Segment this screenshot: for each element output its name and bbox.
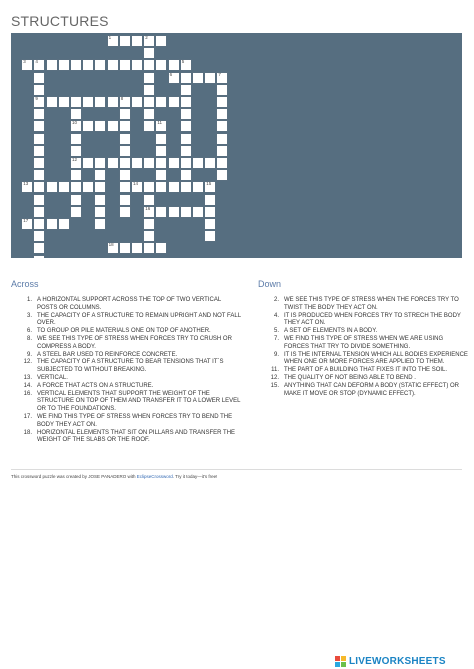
grid-cell[interactable] [192, 206, 204, 218]
clue-item [11, 297, 241, 313]
grid-cell[interactable] [94, 181, 106, 193]
clue-item [11, 359, 241, 375]
clue-item [258, 375, 468, 383]
grid-clue-number: 17 [23, 218, 29, 223]
grid-clue-number: 7 [218, 71, 221, 77]
grid-cell[interactable] [33, 72, 45, 84]
grid-cell[interactable] [180, 59, 192, 71]
grid-cell[interactable] [216, 145, 228, 157]
clue-item [11, 352, 241, 360]
clue-item [258, 383, 468, 399]
grid-clue-number: 16 [145, 205, 151, 211]
grid-cell[interactable] [21, 59, 33, 71]
grid-clue-number: 15 [206, 181, 212, 187]
grid-cell[interactable] [168, 72, 180, 84]
clue-text: ANYTHING THAT CAN DEFORM A BODY (STATIC EFFECT) OR MAKE IT MOVE OR STOP (DYNAMIC EFFECT). [284, 382, 460, 397]
grid-cell[interactable] [82, 157, 94, 169]
clue-text: WE SEE THIS TYPE OF STRESS WHEN FORCES TRY TO CRUSH OR COMPRESS A BODY. [37, 335, 232, 350]
clue-number: 12. [23, 359, 32, 366]
clue-text: TO GROUP OR PILE MATERIALS ONE ON TOP OF ANOTHER. [37, 328, 211, 335]
grid-cell[interactable] [204, 194, 216, 206]
grid-cell[interactable] [155, 133, 167, 145]
grid-cell[interactable] [46, 218, 58, 230]
clue-number: 18. [23, 429, 32, 436]
grid-cell[interactable] [119, 206, 131, 218]
clue-number: 17. [23, 413, 32, 420]
clue-item [258, 352, 468, 368]
grid-clue-number: 8 [120, 96, 124, 101]
grid-cell[interactable] [119, 242, 131, 254]
grid-cell[interactable] [58, 59, 70, 71]
grid-cell[interactable] [180, 120, 192, 132]
grid-cell[interactable] [94, 206, 106, 218]
clue-item [11, 383, 241, 391]
grid-cell[interactable] [33, 255, 45, 258]
grid-cell[interactable] [82, 96, 94, 108]
clue-number: 3. [26, 312, 32, 319]
clue-text: THE CAPACITY OF A STRUCTURE TO BEAR TENSIONS THAT IT´S SUBJECTED TO WITHOUT BREAKING. [37, 359, 224, 374]
clue-number: 9. [273, 351, 279, 358]
clue-text: VERTICAL ELEMENTS THAT SUPPORT THE WEIGHT OF THE STRUCTURE ON TOP OF THEM AND TRANSFER IT TO A LOWER LEVEL OR TO THE FOUNDATIONS. [37, 390, 241, 413]
grid-cell[interactable] [180, 133, 192, 145]
grid-cell[interactable] [143, 157, 155, 169]
clue-text: VERTICAL. [37, 374, 68, 381]
grid-cell[interactable] [107, 59, 119, 71]
liveworksheets-logo[interactable] [335, 656, 446, 667]
grid-cell[interactable] [33, 120, 45, 132]
liveworksheets-logo-text: LIVEWORKSHEETS [349, 656, 446, 667]
grid-cell[interactable] [119, 96, 131, 108]
grid-cell[interactable] [119, 59, 131, 71]
footer-credit [11, 474, 217, 479]
grid-clue-number: 4 [35, 59, 38, 65]
grid-cell[interactable] [58, 181, 70, 193]
grid-cell[interactable] [168, 157, 180, 169]
grid-cell[interactable] [131, 181, 143, 193]
grid-cell[interactable] [155, 59, 167, 71]
clue-item [258, 297, 468, 313]
clue-text: THE CAPACITY OF A STRUCTURE TO REMAIN UPRIGHT AND NOT FALL OVER. [37, 312, 241, 327]
grid-cell[interactable] [143, 181, 155, 193]
grid-cell[interactable] [94, 218, 106, 230]
grid-cell[interactable] [46, 96, 58, 108]
grid-cell[interactable] [155, 169, 167, 181]
grid-cell[interactable] [70, 120, 82, 132]
grid-cell[interactable] [180, 96, 192, 108]
grid-cell[interactable] [33, 194, 45, 206]
grid-cell[interactable] [119, 169, 131, 181]
clue-text: THE QUALITY OF NOT BEING ABLE TO BEND . [284, 374, 416, 381]
grid-cell[interactable] [192, 72, 204, 84]
grid-clue-number: 12 [72, 157, 78, 162]
clue-number: 15. [270, 382, 279, 389]
grid-cell[interactable] [216, 72, 228, 84]
grid-cell[interactable] [155, 96, 167, 108]
grid-cell[interactable] [107, 120, 119, 132]
grid-cell[interactable] [155, 206, 167, 218]
clue-number: 12. [270, 374, 279, 381]
grid-cell[interactable] [216, 96, 228, 108]
grid-cell[interactable] [204, 181, 216, 193]
grid-clue-number: 18 [108, 242, 114, 248]
clue-text: WE FIND THIS TYPE OF STRESS WHEN WE ARE USING FORCES THAT TRY TO DIVIDE SOMETHING. [284, 335, 444, 350]
grid-cell[interactable] [131, 242, 143, 254]
grid-cell[interactable] [143, 120, 155, 132]
grid-cell[interactable] [33, 206, 45, 218]
clue-number: 5. [273, 328, 279, 335]
clue-item [11, 391, 241, 414]
grid-cell[interactable] [70, 206, 82, 218]
grid-cell[interactable] [70, 133, 82, 145]
grid-cell[interactable] [70, 157, 82, 169]
grid-cell[interactable] [143, 194, 155, 206]
grid-cell[interactable] [168, 59, 180, 71]
clue-item [258, 367, 468, 375]
grid-cell[interactable] [204, 157, 216, 169]
grid-cell[interactable] [33, 242, 45, 254]
crossword-grid [11, 33, 462, 258]
grid-cell[interactable] [58, 96, 70, 108]
down-heading: Down [258, 279, 282, 289]
grid-cell[interactable] [70, 145, 82, 157]
grid-cell[interactable] [143, 47, 155, 59]
footer-suffix: . Try it today—it's free! [172, 474, 218, 479]
grid-cell[interactable] [155, 120, 167, 132]
grid-cell[interactable] [180, 145, 192, 157]
grid-cell[interactable] [119, 157, 131, 169]
grid-cell[interactable] [46, 181, 58, 193]
grid-clue-number: 11 [157, 120, 163, 126]
clue-number: 2. [273, 297, 279, 303]
grid-cell[interactable] [70, 108, 82, 120]
grid-cell[interactable] [33, 145, 45, 157]
grid-cell[interactable] [180, 206, 192, 218]
logo-square [335, 656, 340, 661]
grid-cell[interactable] [70, 96, 82, 108]
clue-number: 9. [26, 351, 32, 358]
grid-cell[interactable] [143, 72, 155, 84]
clue-number: 7. [273, 335, 279, 342]
grid-cell[interactable] [204, 218, 216, 230]
grid-cell[interactable] [107, 242, 119, 254]
grid-cell[interactable] [33, 181, 45, 193]
grid-cell[interactable] [131, 96, 143, 108]
clue-number: 14. [23, 382, 32, 389]
grid-clue-number: 6 [169, 71, 173, 77]
grid-cell[interactable] [155, 181, 167, 193]
clue-number: 4. [273, 312, 279, 319]
grid-cell[interactable] [180, 181, 192, 193]
grid-cell[interactable] [119, 194, 131, 206]
grid-cell[interactable] [168, 206, 180, 218]
clue-text: A STEEL BAR USED TO REINFORCE CONCRETE. [37, 351, 178, 358]
grid-clue-number: 9 [35, 96, 38, 101]
grid-cell[interactable] [21, 181, 33, 193]
grid-clue-number: 1 [108, 35, 112, 40]
logo-square [341, 656, 346, 661]
clue-number: 16. [23, 390, 32, 397]
clue-item [11, 414, 241, 430]
grid-cell[interactable] [33, 157, 45, 169]
grid-cell[interactable] [131, 157, 143, 169]
clue-item [11, 430, 241, 446]
across-heading: Across [11, 279, 39, 289]
clue-text: IT IS PRODUCED WHEN FORCES TRY TO STRECH THE BODY THEY ACT ON. [284, 312, 461, 327]
grid-cell[interactable] [168, 96, 180, 108]
clue-item [11, 375, 241, 383]
grid-cell[interactable] [143, 59, 155, 71]
page-title: STRUCTURES [11, 13, 109, 29]
grid-cell[interactable] [119, 120, 131, 132]
grid-cell[interactable] [94, 96, 106, 108]
clue-text: WE FIND THIS TYPE OF STRESS WHEN FORCES TRY TO BEND THE BODY THEY ACT ON. [37, 413, 233, 428]
grid-cell[interactable] [168, 181, 180, 193]
grid-cell[interactable] [21, 218, 33, 230]
grid-cell[interactable] [82, 181, 94, 193]
liveworksheets-logo-icon [335, 656, 346, 667]
grid-cell[interactable] [143, 35, 155, 47]
grid-cell[interactable] [155, 35, 167, 47]
clue-text: A FORCE THAT ACTS ON A STRUCTURE. [37, 382, 154, 389]
grid-cell[interactable] [119, 133, 131, 145]
grid-cell[interactable] [131, 35, 143, 47]
grid-cell[interactable] [119, 181, 131, 193]
grid-cell[interactable] [143, 206, 155, 218]
grid-cell[interactable] [33, 133, 45, 145]
grid-cell[interactable] [180, 72, 192, 84]
logo-square [335, 662, 340, 667]
grid-cell[interactable] [82, 120, 94, 132]
grid-cell[interactable] [94, 120, 106, 132]
footer-divider [11, 469, 462, 470]
grid-clue-number: 2 [145, 35, 148, 40]
clue-number: 13. [23, 374, 32, 381]
grid-cell[interactable] [33, 169, 45, 181]
grid-cell[interactable] [216, 157, 228, 169]
clue-item [258, 313, 468, 329]
clue-text: A HORIZONTAL SUPPORT ACROSS THE TOP OF TWO VERTICAL POSTS OR COLUMNS. [37, 297, 221, 311]
grid-cell[interactable] [33, 108, 45, 120]
grid-cell[interactable] [155, 145, 167, 157]
grid-cell[interactable] [192, 157, 204, 169]
across-clue-list [11, 297, 241, 445]
clue-item [11, 336, 241, 352]
grid-cell[interactable] [180, 157, 192, 169]
clue-number: 6. [26, 328, 32, 335]
grid-cell[interactable] [33, 218, 45, 230]
grid-cell[interactable] [119, 108, 131, 120]
grid-cell[interactable] [143, 242, 155, 254]
grid-cell[interactable] [155, 242, 167, 254]
grid-cell[interactable] [119, 35, 131, 47]
clue-text: IT IS THE INTERNAL TENSION WHICH ALL BODIES EXPERIENCE WHEN ONE OR MORE FORCES ARE APPLIED TO THEM. [284, 351, 468, 366]
grid-clue-number: 13 [23, 181, 29, 187]
grid-cell[interactable] [33, 84, 45, 96]
grid-cell[interactable] [82, 59, 94, 71]
grid-cell[interactable] [70, 194, 82, 206]
clue-item [258, 328, 468, 336]
grid-cell[interactable] [204, 72, 216, 84]
grid-cell[interactable] [70, 181, 82, 193]
grid-cell[interactable] [94, 157, 106, 169]
grid-cell[interactable] [180, 108, 192, 120]
clue-text: A SET OF ELEMENTS IN A BODY. [284, 328, 378, 335]
grid-cell[interactable] [107, 157, 119, 169]
grid-clue-number: 14 [133, 181, 139, 187]
down-clue-list [258, 297, 468, 398]
logo-square [341, 662, 346, 667]
grid-cell[interactable] [58, 218, 70, 230]
footer-prefix: This crossword puzzle was created by JOSE PANADERO with [11, 474, 137, 479]
grid-cell[interactable] [107, 96, 119, 108]
clue-text: THE PART OF A BUILDING THAT FIXES IT INTO THE SOIL. [284, 367, 448, 374]
grid-cell[interactable] [216, 133, 228, 145]
grid-cell[interactable] [143, 230, 155, 242]
grid-cell[interactable] [33, 59, 45, 71]
grid-cell[interactable] [46, 59, 58, 71]
grid-cell[interactable] [94, 169, 106, 181]
grid-clue-number: 3 [23, 59, 26, 65]
clue-number: 8. [26, 335, 32, 342]
grid-cell[interactable] [107, 35, 119, 47]
clue-text: WE SEE THIS TYPE OF STRESS WHEN THE FORCES TRY TO TWIST THE BODY THEY ACT ON. [284, 297, 459, 311]
grid-cell[interactable] [33, 96, 45, 108]
clue-item [11, 328, 241, 336]
grid-cell[interactable] [119, 145, 131, 157]
grid-clue-number: 5 [181, 59, 185, 65]
clue-item [11, 313, 241, 329]
grid-cell[interactable] [143, 108, 155, 120]
grid-cell[interactable] [143, 96, 155, 108]
grid-cell[interactable] [216, 84, 228, 96]
clue-number: 1. [26, 297, 32, 303]
grid-cell[interactable] [216, 108, 228, 120]
clue-text: HORIZONTAL ELEMENTS THAT SIT ON PILLARS AND TRANSFER THE WEIGHT OF THE SLABS OR THE ROOF. [37, 429, 236, 444]
grid-cell[interactable] [94, 194, 106, 206]
grid-cell[interactable] [131, 59, 143, 71]
grid-cell[interactable] [180, 84, 192, 96]
clue-number: 11. [271, 367, 279, 374]
grid-cell[interactable] [192, 181, 204, 193]
grid-cell[interactable] [216, 120, 228, 132]
grid-cell[interactable] [204, 206, 216, 218]
grid-cell[interactable] [216, 169, 228, 181]
grid-cell[interactable] [33, 230, 45, 242]
grid-cell[interactable] [204, 230, 216, 242]
grid-cell[interactable] [94, 59, 106, 71]
eclipsecrossword-link[interactable]: EclipseCrossword [136, 474, 173, 479]
grid-cell[interactable] [70, 169, 82, 181]
clue-item [258, 336, 468, 352]
grid-cell[interactable] [143, 84, 155, 96]
grid-cell[interactable] [180, 169, 192, 181]
grid-cell[interactable] [70, 59, 82, 71]
grid-clue-number: 10 [72, 120, 78, 126]
grid-cell[interactable] [143, 218, 155, 230]
grid-cell[interactable] [155, 157, 167, 169]
